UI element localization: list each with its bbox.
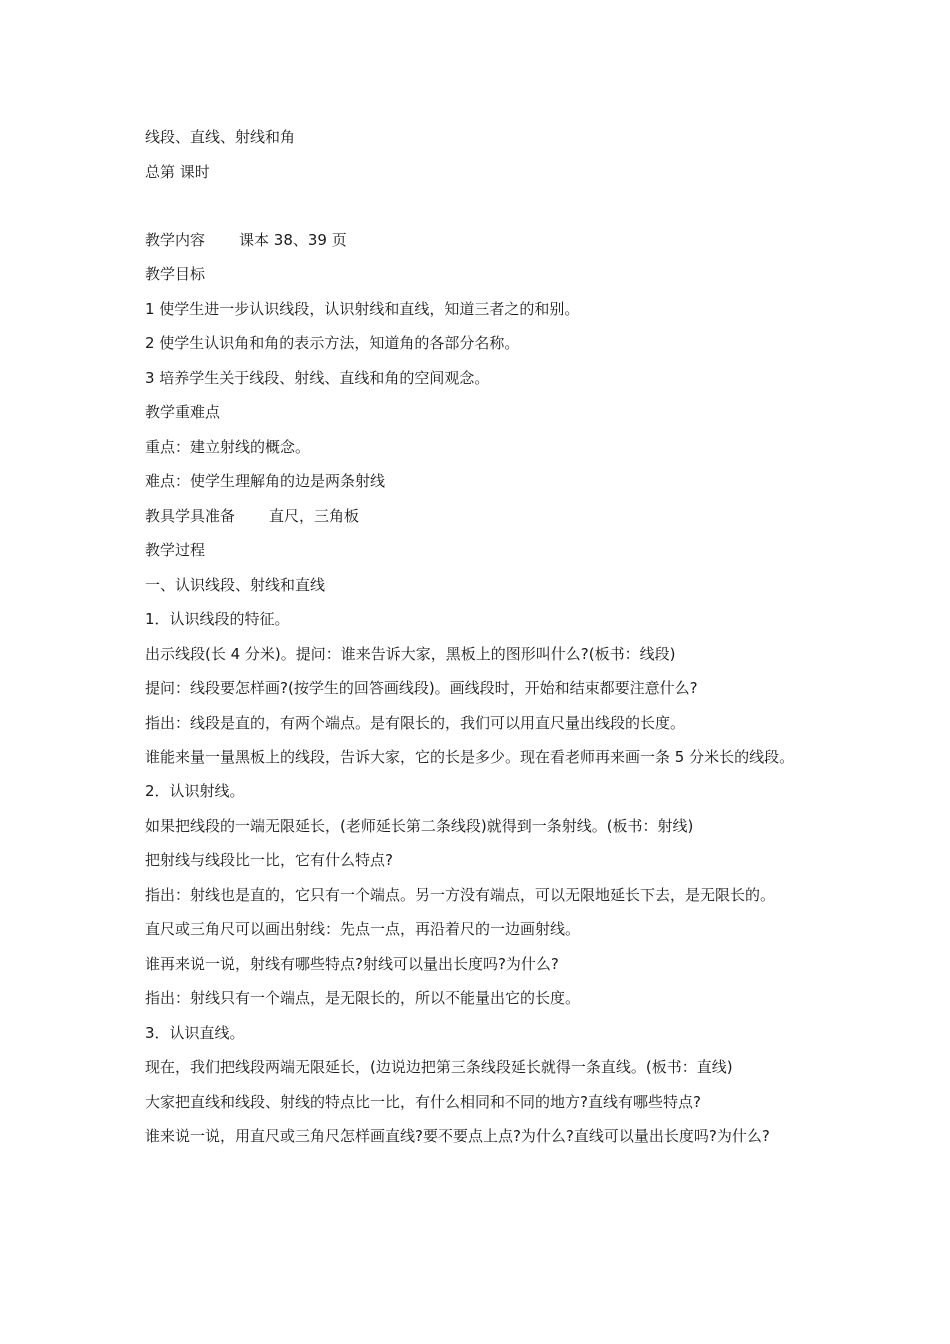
paragraph: 谁再来说一说，射线有哪些特点?射线可以量出长度吗?为什么? [145,954,559,973]
paragraph: 大家把直线和线段、射线的特点比一比，有什么相同和不同的地方?直线有哪些特点? [145,1092,701,1111]
key-heading: 教学重难点 [145,403,221,421]
paragraph: 如果把线段的一端无限延长，(老师延长第二条线段)就得到一条射线。(板书：射线) [145,816,694,835]
goal-item: 2 使学生认识角和角的表示方法，知道角的各部分名称。 [145,334,520,352]
paragraph: 现在，我们把线段两端无限延长，(边说边把第三条线段延长就得一条直线。(板书：直线) [145,1058,733,1076]
process-heading: 教学过程 [145,541,206,559]
goals-heading: 教学目标 [145,265,206,283]
part-heading: 3．认识直线。 [145,1023,245,1042]
paragraph: 指出：射线也是直的，它只有一个端点。另一方没有端点，可以无限地延长下去，是无限长的。 [145,885,776,904]
tools-row [145,505,810,527]
document-title: 线段、直线、射线和角 [145,128,296,146]
difficult-point: 难点：使学生理解角的边是两条射线 [145,472,386,490]
goal-item: 1 使学生进一步认识线段，认识射线和直线，知道三者之的和别。 [145,299,580,318]
paragraph: 直尺或三角尺可以画出射线：先点一点，再沿着尺的一边画射线。 [145,920,581,938]
teaching-content [145,229,810,251]
paragraph: 出示线段(长 4 分米)。提问：谁来告诉大家，黑板上的图形叫什么?(板书：线段) [145,644,676,663]
part-heading: 2．认识射线。 [145,782,245,800]
goal-item: 3 培养学生关于线段、射线、直线和角的空间观念。 [145,368,490,387]
paragraph: 提问：线段要怎样画?(按学生的回答画线段)。画线段时，开始和结束都要注意什么? [145,679,698,697]
tools-value: 直尺，三角板 [269,506,360,525]
paragraph: 谁来说一说，用直尺或三角尺怎样画直线?要不要点上点?为什么?直线可以量出长度吗?为什么? [145,1127,770,1145]
teaching-content-value: 课本 38、39 页 [239,230,347,249]
tools-label: 教具学具准备 [145,506,236,525]
paragraph: 谁能来量一量黑板上的线段，告诉大家，它的长是多少。现在看老师再来画一条 5 分米长的线段。 [145,748,795,766]
paragraph: 指出：射线只有一个端点，是无限长的，所以不能量出它的长度。 [145,989,581,1007]
teaching-content-label: 教学内容 [145,230,206,249]
paragraph: 把射线与线段比一比，它有什么特点? [145,851,393,869]
lesson-count: 总第 课时 [145,162,210,181]
part-heading: 1．认识线段的特征。 [145,610,290,628]
document-body [145,126,810,1159]
paragraph: 指出：线段是直的，有两个端点。是有限长的，我们可以用直尺量出线段的长度。 [145,713,686,732]
section-heading: 一、认识线段、射线和直线 [145,575,326,594]
key-point: 重点：建立射线的概念。 [145,437,311,456]
